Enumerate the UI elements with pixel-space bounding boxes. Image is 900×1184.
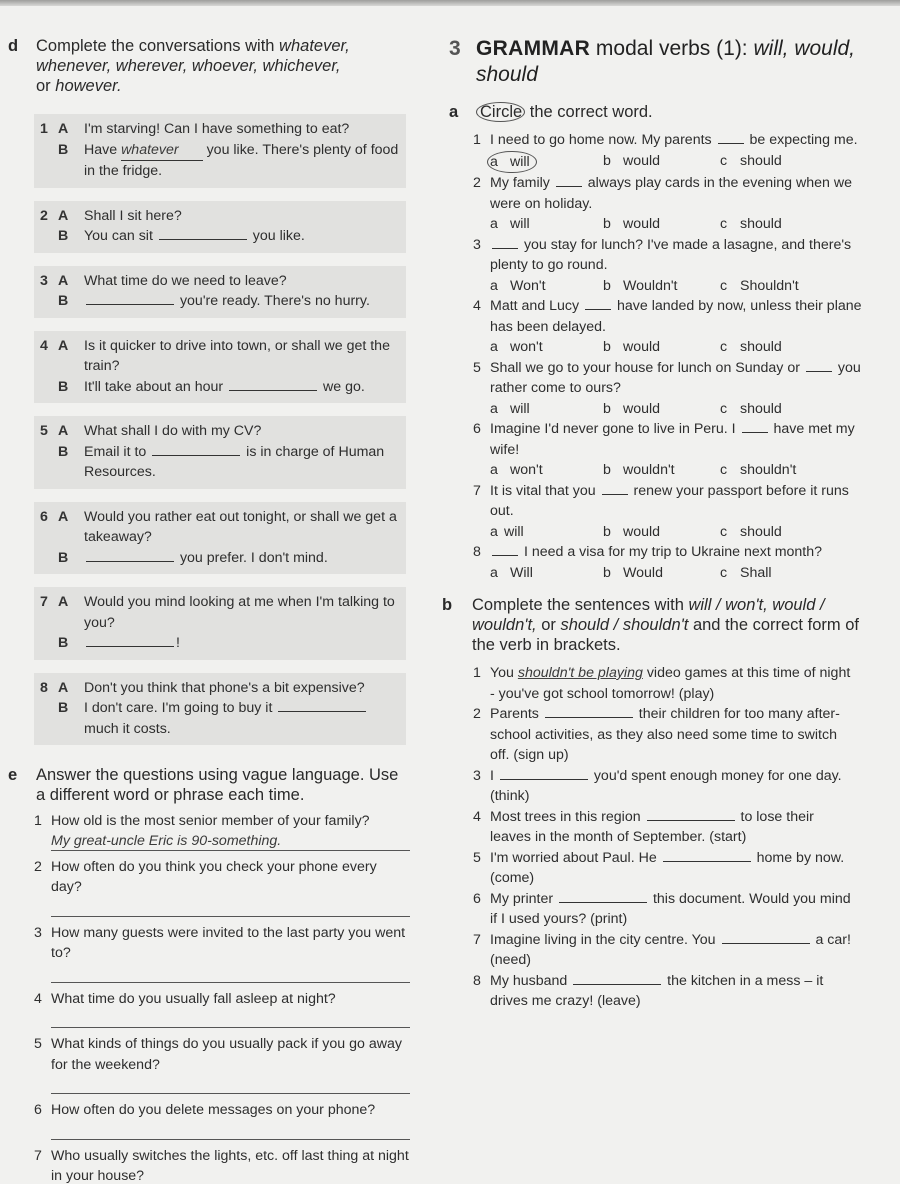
item-text: I need a visa for my trip to Ukraine next month? <box>490 542 863 563</box>
item-number: 1 <box>473 132 481 148</box>
speaker-a: A <box>58 121 69 137</box>
option-b[interactable]: b would <box>603 339 661 355</box>
option-b[interactable]: b would <box>603 152 661 169</box>
dialogue-4 <box>34 331 406 404</box>
option-a[interactable]: a won't <box>490 462 543 478</box>
question-text: What kinds of things do you usually pack if you go away for the weekend? <box>51 1036 402 1073</box>
dialogue-2 <box>34 201 406 253</box>
line-b: It'll take about an hour we go. <box>84 378 365 395</box>
speaker-b: B <box>58 378 69 395</box>
question-number: 4 <box>34 990 42 1007</box>
item-number: 6 <box>473 890 481 907</box>
section-d-letter: d <box>8 37 19 55</box>
grammar-subtitle: modal verbs (1): <box>590 37 754 60</box>
dialogue-number: 7 <box>40 594 48 610</box>
gap <box>806 358 832 372</box>
answer-blank[interactable] <box>559 889 647 903</box>
answer-blank[interactable] <box>500 766 588 780</box>
circled-word: Circle <box>476 102 525 122</box>
option-a[interactable]: a Won't <box>490 277 546 294</box>
grammar-subtitle-italic: should <box>476 63 538 86</box>
answer-line[interactable] <box>51 1075 410 1094</box>
section-e-heading <box>0 765 440 805</box>
item-number: 7 <box>473 931 481 948</box>
section-e-instruction: Answer the questions using vague language. Use a different word or phrase each time. <box>36 766 399 804</box>
question-text: How many guests were invited to the last party you went to? <box>51 924 406 961</box>
item-number: 4 <box>473 808 481 825</box>
line-a: Would you mind looking at me when I'm talking to you? <box>84 594 395 631</box>
answer-blank[interactable] <box>573 971 661 985</box>
section-b-letter: b <box>442 596 453 614</box>
answer-line[interactable] <box>51 964 410 983</box>
question-text: What time do you usually fall asleep at night? <box>51 990 336 1007</box>
mc-item-5 <box>473 358 863 420</box>
speaker-a: A <box>58 423 69 439</box>
item-text: I need to go home now. My parents be expecting me. <box>490 132 858 148</box>
mc-item-1 <box>473 130 863 173</box>
mc-item-7 <box>473 481 863 543</box>
answer-blank[interactable] <box>86 633 174 647</box>
answer-blank[interactable] <box>647 807 735 821</box>
left-column <box>0 36 440 1184</box>
answer-field[interactable]: shouldn't be playing <box>517 665 643 681</box>
item-text: Matt and Lucy have landed by now, unless their plane has been delayed. <box>490 298 862 335</box>
mc-item-8 <box>473 542 863 583</box>
gap <box>602 481 628 495</box>
answer-blank[interactable] <box>229 377 317 391</box>
speaker-a: A <box>58 679 69 696</box>
question-2 <box>34 857 410 921</box>
answer-blank[interactable] <box>278 698 366 712</box>
item-text: It is vital that you renew your passport before it runs out. <box>490 482 849 519</box>
line-b: ! <box>84 633 402 654</box>
grammar-title <box>440 36 900 88</box>
b-item-6: 6 My printer this document. Would you mind if I used yours? (print) <box>473 889 853 930</box>
question-4 <box>34 989 410 1033</box>
option-c[interactable]: c shouldn't <box>720 462 797 478</box>
b-item-4: 4 Most trees in this region to lose their leaves in the month of September. (start) <box>473 807 853 848</box>
option-c[interactable]: c should <box>720 152 782 169</box>
item-number: 2 <box>473 175 481 191</box>
item-number: 6 <box>473 421 481 437</box>
question-number: 5 <box>34 1036 42 1052</box>
line-a: Is it quicker to drive into town, or shall we get the train? <box>84 337 390 374</box>
item-number: 2 <box>473 706 481 722</box>
speaker-b: B <box>58 635 69 651</box>
answer-line[interactable] <box>51 898 410 917</box>
answer-line[interactable] <box>51 1009 410 1028</box>
section-b-instruction: Complete the sentences with will / won't, would / wouldn't, or should / shouldn't and the correct form of the verb in brackets. <box>472 596 859 654</box>
line-b: you're ready. There's no hurry. <box>84 291 402 312</box>
question-number: 2 <box>34 858 42 875</box>
line-a: Don't you think that phone's a bit expensive? <box>84 679 365 696</box>
item-text: Shall we go to your house for lunch on Sunday or you rather come to ours? <box>490 359 861 396</box>
option-c[interactable]: c should <box>720 523 782 540</box>
gap <box>556 173 582 187</box>
answer-line[interactable]: My great-uncle Eric is 90-something. <box>51 832 410 851</box>
item-number: 7 <box>473 482 481 499</box>
question-number: 7 <box>34 1147 42 1164</box>
gap <box>718 130 744 144</box>
option-a[interactable]: a won't <box>490 339 543 355</box>
b-item-7: 7 Imagine living in the city centre. You a car! (need) <box>473 930 853 971</box>
item-number: 8 <box>473 544 481 560</box>
line-b: you prefer. I don't mind. <box>84 548 402 569</box>
dialogue-number: 6 <box>40 508 48 525</box>
speaker-b: B <box>58 549 69 566</box>
b-item-8: 8 My husband the kitchen in a mess – it drives me crazy! (leave) <box>473 971 853 1012</box>
section-a-instruction: Circle the correct word. <box>476 102 900 122</box>
b-item-1: 1 You shouldn't be playing video games at this time of night - you've got school tomorrow! (play) <box>473 663 853 704</box>
item-number: 1 <box>473 665 481 681</box>
option-a[interactable]: a will <box>490 400 530 417</box>
mc-item-2 <box>473 173 863 235</box>
question-text: Who usually switches the lights, etc. off last thing at night in your house? <box>51 1147 409 1184</box>
item-number: 3 <box>473 767 481 784</box>
question-text: How old is the most senior member of your family? <box>51 813 370 829</box>
option-b[interactable]: b Wouldn't <box>603 277 678 294</box>
line-a: I'm starving! Can I have something to eat? <box>84 121 350 137</box>
answer-blank[interactable] <box>159 226 247 240</box>
dialogue-number: 1 <box>40 121 48 137</box>
line-b: Email it to is in charge of Human Resources. <box>84 443 385 480</box>
item-number: 4 <box>473 298 481 314</box>
line-a: What shall I do with my CV? <box>84 423 262 439</box>
answer-field[interactable]: whatever <box>121 140 203 162</box>
item-number: 3 <box>473 236 481 253</box>
question-5 <box>34 1034 410 1098</box>
answer-blank[interactable] <box>152 442 240 456</box>
line-b: Have whatever you like. There's plenty of food in the fridge. <box>84 141 399 179</box>
section-a-items <box>473 130 863 583</box>
dialogue-5 <box>34 416 406 489</box>
line-b: You can sit you like. <box>84 228 305 244</box>
gap <box>492 542 518 556</box>
dialogue-number: 2 <box>40 207 48 224</box>
option-b[interactable]: b would <box>603 523 661 540</box>
page-top-edge <box>0 0 900 6</box>
speaker-a: A <box>58 207 69 224</box>
b-item-3: 3 I you'd spent enough money for one day. (think) <box>473 766 853 807</box>
item-number: 5 <box>473 849 481 866</box>
mc-item-6 <box>473 419 863 481</box>
speaker-b: B <box>58 141 69 158</box>
section-a-letter: a <box>449 103 459 121</box>
gap <box>585 296 611 310</box>
section-b-heading <box>440 595 900 655</box>
b-item-2: 2 Parents their children for too many after-school activities, as they also need some time to switch off. (sign up) <box>473 704 853 766</box>
question-6 <box>34 1100 410 1144</box>
line-a: What time do we need to leave? <box>84 272 287 289</box>
answer-blank[interactable] <box>663 848 751 862</box>
dialogue-8 <box>34 673 406 746</box>
dialogue-1 <box>34 114 406 188</box>
question-text: How often do you delete messages on your phone? <box>51 1102 376 1118</box>
speaker-a: A <box>58 508 69 525</box>
dialogue-7 <box>34 587 406 660</box>
dialogue-number: 5 <box>40 423 48 439</box>
item-number: 5 <box>473 359 481 376</box>
dialogue-number: 3 <box>40 272 48 289</box>
section-a-heading <box>440 102 900 122</box>
unit-number: 3 <box>449 37 461 60</box>
section-e-letter: e <box>8 766 18 784</box>
question-number: 6 <box>34 1102 42 1118</box>
answer-line[interactable] <box>51 1121 410 1140</box>
item-text: Imagine I'd never gone to live in Peru. I have met my wife! <box>490 421 855 458</box>
option-b[interactable]: b Would <box>603 564 663 581</box>
section-d-instruction: Complete the conversations with whatever, whenever, wherever, whoever, whichever, or however. <box>36 37 350 95</box>
option-b[interactable]: b wouldn't <box>603 462 675 478</box>
speaker-b: B <box>58 443 69 460</box>
speaker-a: A <box>58 337 69 354</box>
option-b[interactable]: b would <box>603 216 661 232</box>
item-text: you stay for lunch? I've made a lasagne, and there's plenty to go round. <box>490 236 852 273</box>
option-a[interactable]: a will <box>490 151 603 174</box>
line-a: Would you rather eat out tonight, or shall we get a takeaway? <box>84 508 397 545</box>
dialogue-number: 8 <box>40 679 48 696</box>
answer-blank[interactable] <box>722 930 810 944</box>
question-1 <box>34 811 410 855</box>
right-column <box>440 36 900 1012</box>
grammar-label: GRAMMAR <box>476 37 591 60</box>
mc-item-3 <box>473 235 863 297</box>
line-a: Shall I sit here? <box>84 207 182 224</box>
gap <box>492 235 518 249</box>
option-c[interactable]: c Shouldn't <box>720 277 799 294</box>
b-item-5: 5 I'm worried about Paul. He home by now. (come) <box>473 848 853 889</box>
answer-blank[interactable] <box>86 291 174 305</box>
option-c[interactable]: c should <box>720 339 782 355</box>
answer-blank[interactable] <box>86 548 174 562</box>
speaker-b: B <box>58 293 69 309</box>
question-7 <box>34 1146 410 1184</box>
question-3 <box>34 923 410 987</box>
option-a[interactable]: a Will <box>490 564 533 581</box>
option-c[interactable]: c Shall <box>720 564 772 581</box>
speaker-b: B <box>58 228 69 244</box>
dialogue-6 <box>34 502 406 575</box>
item-number: 8 <box>473 972 481 989</box>
question-number: 3 <box>34 924 42 941</box>
option-c[interactable]: c should <box>720 400 782 417</box>
dialogue-3 <box>34 266 406 318</box>
option-a[interactable]: a will <box>490 523 524 540</box>
option-c[interactable]: c should <box>720 216 782 232</box>
question-number: 1 <box>34 813 42 829</box>
answer-blank[interactable] <box>545 704 633 718</box>
item-text: My family always play cards in the evening when we were on holiday. <box>490 175 852 212</box>
option-a[interactable]: a will <box>490 216 530 232</box>
grammar-subtitle-italic: will, would, <box>753 37 856 60</box>
speaker-b: B <box>58 700 69 716</box>
section-b-items <box>473 663 853 1012</box>
mc-item-4 <box>473 296 863 358</box>
speaker-a: A <box>58 594 69 610</box>
gap <box>742 419 768 433</box>
section-e-questions <box>34 811 410 1184</box>
section-d-heading <box>0 36 440 96</box>
speaker-a: A <box>58 272 69 289</box>
question-text: How often do you think you check your phone every day? <box>51 858 377 895</box>
dialogue-number: 4 <box>40 337 48 354</box>
option-b[interactable]: b would <box>603 400 661 417</box>
line-b: I don't care. I'm going to buy it much it costs. <box>84 698 402 739</box>
